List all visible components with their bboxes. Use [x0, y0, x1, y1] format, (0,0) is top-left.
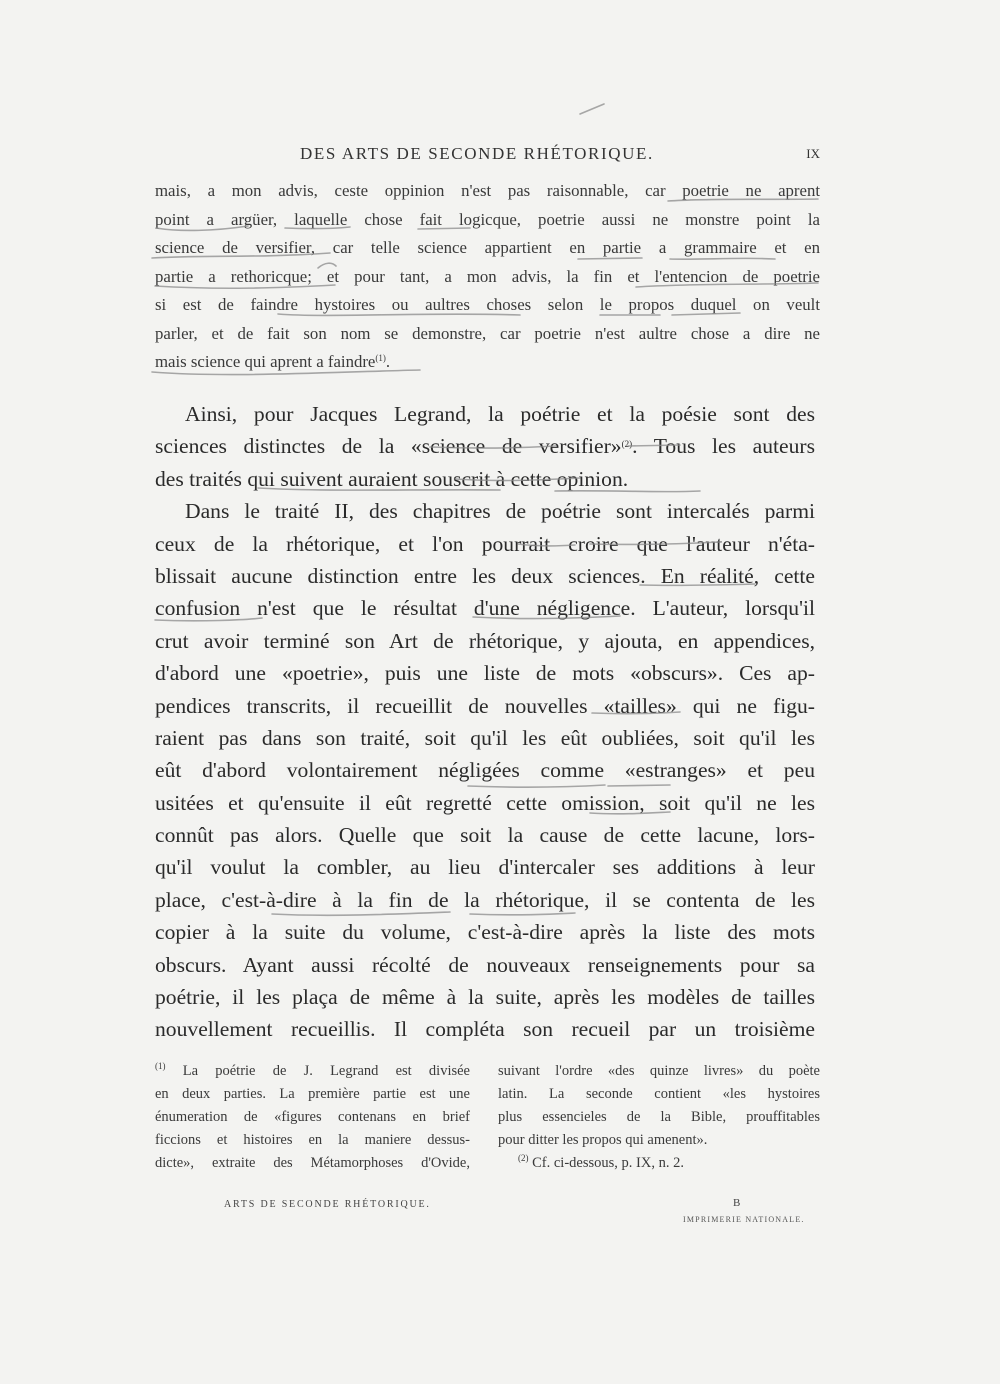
body-line-tail: . Tous les auteurs — [632, 434, 815, 459]
quote-end: . — [385, 352, 391, 371]
body-line: connût pas alors. Quelle que soit la cause de cette lacune, lors- — [155, 823, 815, 848]
body-line: Dans le traité II, des chapitres de poétrie sont intercalés parmi — [185, 499, 815, 524]
footnote-line: suivant l'ordre «des quinze livres» du poète — [498, 1063, 820, 1079]
printer-imprint: IMPRIMERIE NATIONALE. — [683, 1215, 805, 1224]
footnote-line: ficcions et histoires en la maniere dessus- — [155, 1132, 470, 1148]
quoted-passage — [155, 177, 820, 377]
body-line: des traités qui suivent auraient souscrit à cette opinion. — [155, 466, 629, 491]
body-line: place, c'est-à-dire à la fin de la rhétorique, il se contenta de les — [155, 887, 815, 912]
footnote-column-right — [498, 1060, 820, 1175]
footnote-marker: (2) — [518, 1153, 529, 1163]
footnote-line: dicte», extraite des Métamorphoses d'Ovide, — [155, 1155, 470, 1171]
body-line: poétrie, il les plaça de même à la suite, après les modèles de tailles — [155, 985, 815, 1010]
quote-line: mais, a mon advis, ceste oppinion n'est pas raisonnable, car poetrie ne aprent — [155, 181, 820, 200]
footnote-line — [155, 1060, 470, 1083]
page-number: IX — [806, 146, 820, 161]
quote-line: science de versifier, car telle science appartient en partie a grammaire et en — [155, 238, 820, 257]
pencil-underline — [580, 104, 604, 114]
footnote-column-left — [155, 1060, 470, 1175]
body-line: nouvellement recueillis. Il compléta son recueil par un troisième — [155, 1017, 815, 1042]
running-title: DES ARTS DE SECONDE RHÉTORIQUE. — [300, 144, 654, 163]
body-line: qu'il voulut la combler, au lieu d'intercaler ses additions à leur — [155, 855, 815, 880]
quote-line: parler, et de fait son nom se demonstre, car poetrie n'est aultre chose a dire ne — [155, 323, 820, 343]
body-line: usitées et qu'ensuite il eût regretté cette omission, soit qu'il ne les — [155, 790, 815, 815]
body-line: eût d'abord volontairement négligées comme «estranges» et peu — [155, 758, 815, 783]
quote-line: partie a rethoricque; et pour tant, a mon advis, la fin et l'entencion de poetrie — [155, 266, 820, 286]
body-line — [155, 430, 815, 462]
quote-line-last — [155, 348, 820, 377]
body-line: confusion n'est que le résultat d'une négligence. L'auteur, lorsqu'il — [155, 596, 815, 621]
quote-line: point a argüer, laquelle chose fait logicque, poetrie aussi ne monstre point la — [155, 209, 820, 229]
footnote-line: en deux parties. La première partie est une — [155, 1086, 470, 1102]
signature-mark: B — [733, 1197, 741, 1209]
body-line: d'abord une «poetrie», puis une liste de mots «obscurs». Ces ap- — [155, 661, 815, 686]
body-text — [155, 398, 815, 1046]
body-line: ceux de la rhétorique, et l'on pourrait croire que l'auteur n'éta- — [155, 531, 815, 556]
footnote-line: énumeration de «figures contenans en brief — [155, 1109, 470, 1125]
quote-line: si est de faindre hystoires ou aultres choses selon le propos duquel on veult — [155, 295, 820, 314]
footnote-line: plus essencieles de la Bible, prouffitables — [498, 1109, 820, 1125]
footnote-line: pour ditter les propos qui amenent». — [498, 1132, 708, 1148]
body-line: raient pas dans son traité, soit qu'il les eût oubliées, soit qu'il les — [155, 725, 815, 750]
footnote-line — [498, 1152, 820, 1175]
body-line: Ainsi, pour Jacques Legrand, la poétrie et la poésie sont des — [185, 402, 815, 426]
body-line: crut avoir terminé son Art de rhétorique, y ajouta, en appendices, — [155, 628, 815, 653]
body-line: copier à la suite du volume, c'est-à-dire après la liste des mots — [155, 920, 815, 945]
footnote-marker: (1) — [155, 1061, 166, 1071]
quote-text: mais science qui aprent a faindre — [155, 352, 376, 371]
signature-line: ARTS DE SECONDE RHÉTORIQUE. — [224, 1199, 431, 1210]
body-line: blissait aucune distinction entre les deux sciences. En réalité, cette — [155, 563, 815, 588]
body-line: pendices transcrits, il recueillit de nouvelles «tailles» qui ne figu- — [155, 693, 815, 718]
body-line-text: sciences distinctes de la «science de versifier» — [155, 434, 622, 459]
body-line: obscurs. Ayant aussi récolté de nouveaux renseignements pour sa — [155, 952, 815, 977]
footnote-text: La poétrie de J. Legrand est divisée — [182, 1063, 470, 1079]
footnote-line: latin. La seconde contient «les hystoires — [498, 1086, 820, 1102]
running-head — [155, 144, 820, 168]
footnote-text: Cf. ci-dessous, p. IX, n. 2. — [532, 1155, 684, 1171]
footnote-ref: (1) — [375, 353, 386, 363]
footnote-ref: (2) — [621, 439, 633, 450]
